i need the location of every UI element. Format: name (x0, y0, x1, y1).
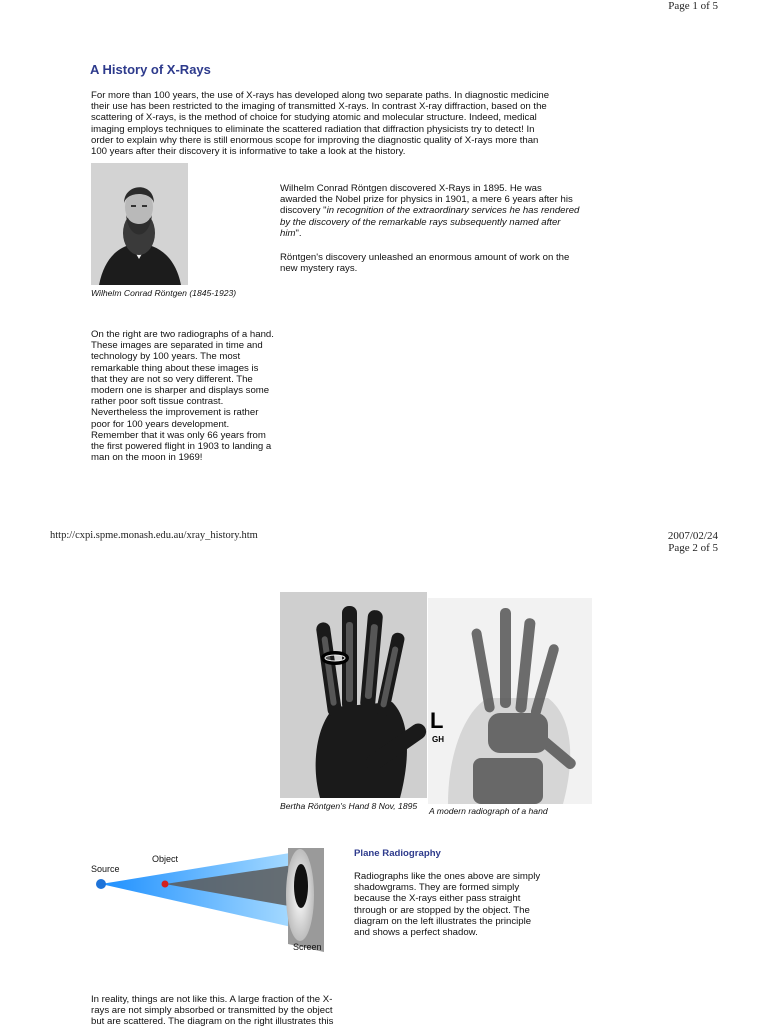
reality-paragraph: In reality, things are not like this. A large fraction of the X-rays are not simply absorbed or transmitted by the object but are scattered. The diagram on the right illustrates this (91, 994, 334, 1028)
intro-paragraph: For more than 100 years, the use of X-rays has developed along two separate paths. In diagnostic medicine their use has been restricted to the imaging of transmitted X-rays. In contrast X-ray diffraction, based on the scattering of X-rays, is the method of choice for studying atomic and molecular structure. Indeed, medical imaging employs techniques to eliminate the scattered radiation that diffraction physicists try to detect! In order to explain why there is still enormous scope for improving the diagnostic quality of X-rays more than 100 years after their discovery it is informative to take a look at the history. (91, 90, 550, 158)
footer-url: http://cxpi.spme.monash.edu.au/xray_history.htm (50, 530, 258, 541)
plane-radiography-heading: Plane Radiography (354, 848, 441, 859)
discovery-text-end: ". (295, 227, 302, 239)
page-number-2: Page 2 of 5 (668, 542, 718, 554)
bertha-hand-caption: Bertha Röntgen's Hand 8 Nov, 1895 (280, 801, 418, 811)
modern-hand-radiograph-image (428, 598, 592, 804)
nobel-citation-quote: in recognition of the extraordinary services he has rendered by the discovery of the remarkable rays subsequently named after him (280, 205, 580, 239)
shadow-spot (294, 864, 308, 908)
plane-radiography-diagram (88, 848, 338, 952)
diagram-label-source: Source (91, 864, 120, 874)
diagram-label-object: Object (152, 854, 179, 864)
radiographs-paragraph: On the right are two radiographs of a hand. These images are separated in time and technology by 100 years. The most remarkable thing about these images is that they are not so very different. The modern one is sharper and displays some rather poor soft tissue contrast. Nevertheless the improvement is rather poor for 100 years development. Remember that it was only 66 years from the first powered flight in 1903 to landing a man on the moon in 1969! (91, 329, 274, 464)
radiograph-marker-l: L (430, 708, 444, 733)
diagram-svg (88, 848, 338, 952)
source-dot (96, 879, 106, 889)
discovery-paragraph (280, 183, 580, 239)
object-dot (162, 881, 169, 888)
discovery-text: Wilhelm Conrad Röntgen discovered X-Rays in 1895. He was awarded the Nobel prize for physics in 1901, a mere 6 years after his discovery " (280, 183, 573, 217)
radiograph-marker-gh: GH (432, 735, 444, 744)
footer-date: 2007/02/24 (667, 530, 718, 542)
plane-radiography-paragraph: Radiographs like the ones above are simply shadowgrams. They are formed simply because the X-rays either pass straight through or are stopped by the object. The diagram on the left illustrates the principle and shows a perfect shadow. (354, 871, 541, 939)
portrait-caption: Wilhelm Conrad Röntgen (1845-1923) (91, 288, 237, 298)
diagram-label-screen: Screen (293, 942, 322, 952)
bertha-hand-radiograph-image (280, 592, 427, 798)
page-number-1: Page 1 of 5 (668, 0, 718, 12)
modern-hand-caption: A modern radiograph of a hand (429, 806, 548, 816)
page-title: A History of X-Rays (90, 62, 211, 77)
discovery-followup-paragraph: Röntgen's discovery unleashed an enormous amount of work on the new mystery rays. (280, 252, 570, 275)
rontgen-portrait-image (91, 163, 188, 285)
